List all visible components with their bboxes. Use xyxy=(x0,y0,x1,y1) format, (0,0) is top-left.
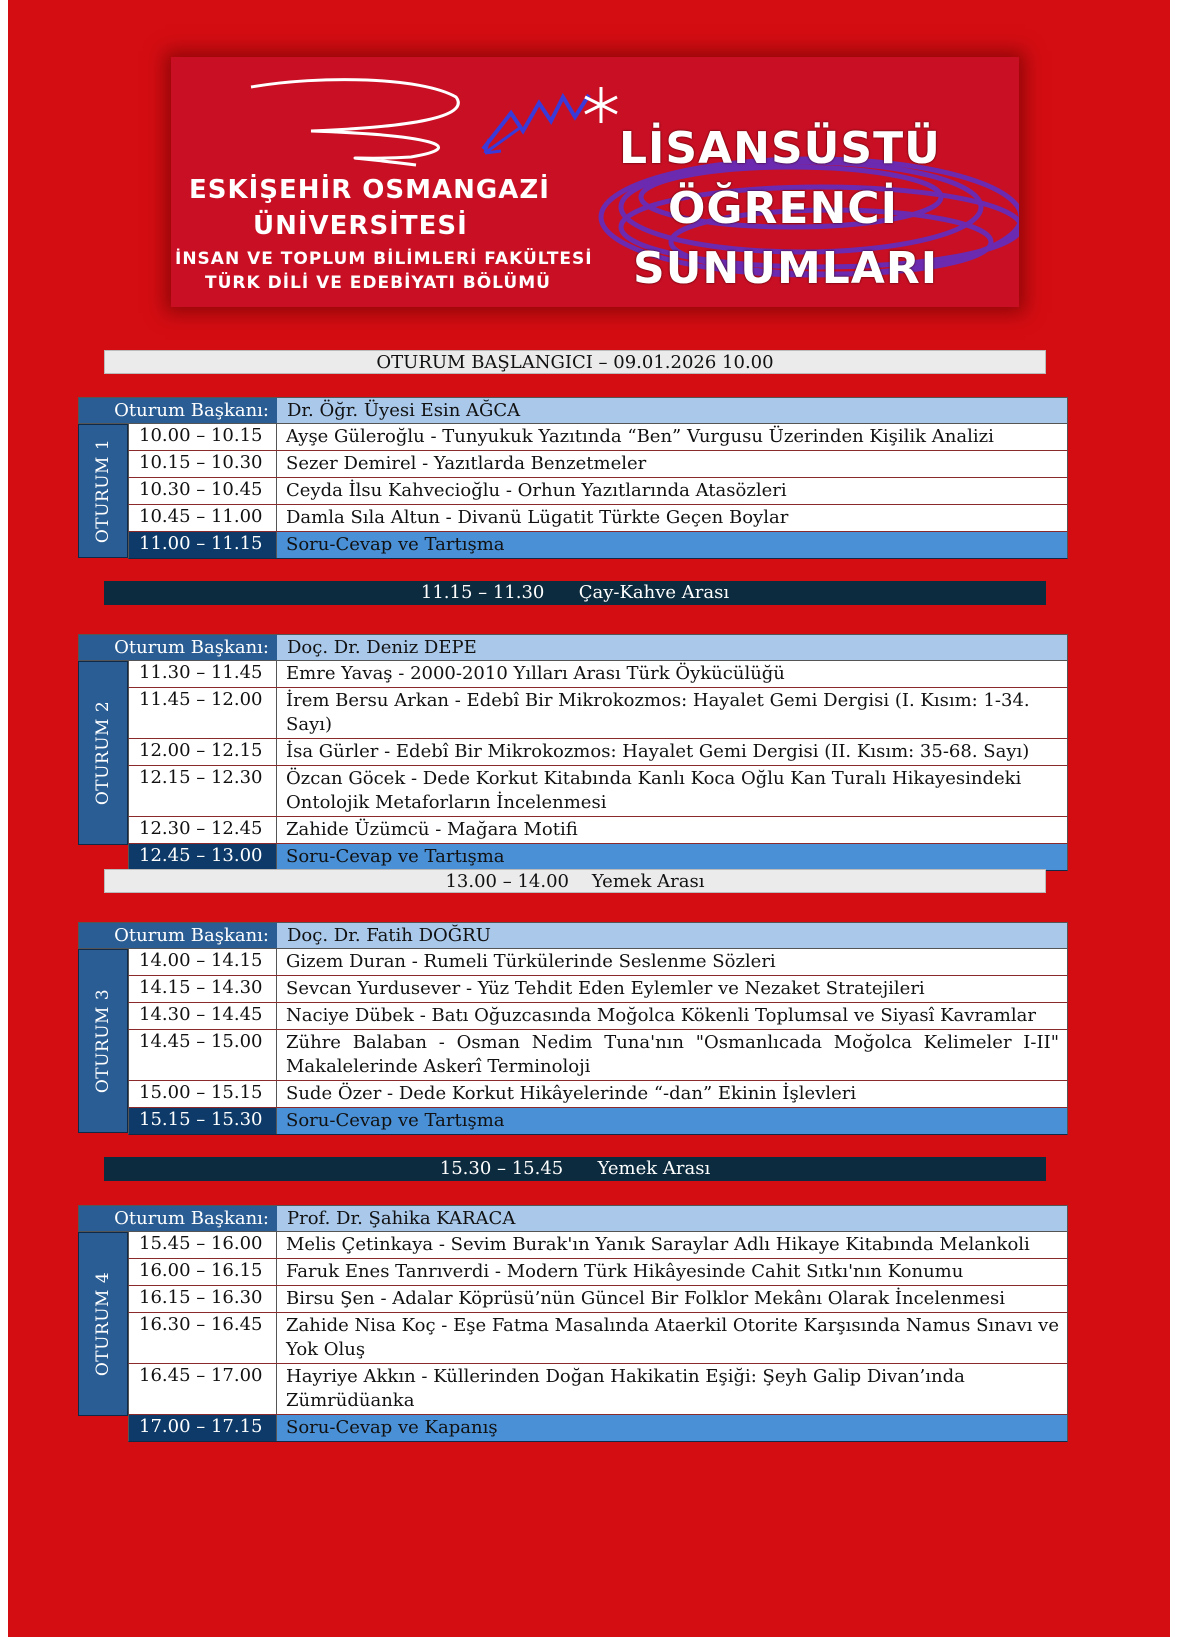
session-1 xyxy=(78,397,1068,558)
table-row xyxy=(128,451,1068,478)
qa-row xyxy=(128,1415,1068,1442)
session-label: OTURUM 4 xyxy=(93,1271,113,1377)
session-chair-row xyxy=(78,1205,1068,1232)
chair-label: Oturum Başkanı: xyxy=(79,1206,277,1231)
chair-name: Doç. Dr. Fatih DOĞRU xyxy=(287,925,491,946)
white-scribble xyxy=(251,80,458,165)
time-cell: 10.00 – 10.15 xyxy=(129,424,277,450)
presentation-cell: İrem Bersu Arkan - Edebî Bir Mikrokozmos: Hayalet Gemi Dergisi (I. Kısım: 1-34. Sayı) xyxy=(286,690,1030,735)
qa-cell: Soru-Cevap ve Kapanış xyxy=(286,1417,498,1438)
table-row xyxy=(128,766,1068,817)
time-cell: 10.30 – 10.45 xyxy=(129,478,277,504)
session-chair-row xyxy=(78,634,1068,661)
title-line1: LİSANSÜSTÜ xyxy=(619,123,941,174)
university-name-line2: ÜNİVERSİTESİ xyxy=(253,211,468,241)
presentation-cell: Zahide Üzümcü - Mağara Motifi xyxy=(286,819,578,840)
presentation-cell: İsa Gürler - Edebî Bir Mikrokozmos: Hayalet Gemi Dergisi (II. Kısım: 35-68. Sayı) xyxy=(286,741,1030,762)
blue-zigzag xyxy=(483,95,589,149)
table-row xyxy=(128,976,1068,1003)
presentation-cell: Ceyda İlsu Kahvecioğlu - Orhun Yazıtlarında Atasözleri xyxy=(286,480,787,501)
session-side-label xyxy=(78,949,128,1133)
title-line2: ÖĞRENCİ xyxy=(668,183,898,234)
faculty-name: İNSAN VE TOPLUM BİLİMLERİ FAKÜLTESİ xyxy=(175,249,593,269)
table-row xyxy=(128,1313,1068,1364)
title-line3: SUNUMLARI xyxy=(633,243,939,294)
time-cell: 14.15 – 14.30 xyxy=(129,976,277,1002)
presentation-cell: Birsu Şen - Adalar Köprüsü’nün Güncel Bir Folklor Mekânı Olarak İncelenmesi xyxy=(286,1288,1006,1309)
time-cell: 15.45 – 16.00 xyxy=(129,1232,277,1258)
presentation-cell: Gizem Duran - Rumeli Türkülerinde Seslenme Sözleri xyxy=(286,951,776,972)
qa-cell: Soru-Cevap ve Tartışma xyxy=(286,534,505,555)
university-name: ESKİŞEHİR OSMANGAZİ xyxy=(189,175,550,205)
time-cell: 17.00 – 17.15 xyxy=(129,1415,277,1441)
session-side-label xyxy=(78,424,128,558)
qa-cell: Soru-Cevap ve Tartışma xyxy=(286,1110,505,1131)
chair-label: Oturum Başkanı: xyxy=(79,923,277,948)
session-label: OTURUM 3 xyxy=(93,988,113,1094)
time-cell: 16.15 – 16.30 xyxy=(129,1286,277,1312)
time-cell: 12.45 – 13.00 xyxy=(129,844,277,870)
presentation-cell: Sevcan Yurdusever - Yüz Tehdit Eden Eylemler ve Nezaket Stratejileri xyxy=(286,978,925,999)
time-cell: 16.45 – 17.00 xyxy=(129,1364,277,1414)
qa-row xyxy=(128,844,1068,871)
time-cell: 14.00 – 14.15 xyxy=(129,949,277,975)
time-cell: 11.00 – 11.15 xyxy=(129,532,277,558)
time-cell: 12.30 – 12.45 xyxy=(129,817,277,843)
session-label: OTURUM 1 xyxy=(93,438,113,544)
chair-name: Doç. Dr. Deniz DEPE xyxy=(287,637,477,658)
star-icon xyxy=(585,87,617,123)
table-row xyxy=(128,661,1068,688)
qa-row xyxy=(128,1108,1068,1135)
presentation-cell: Damla Sıla Altun - Divanü Lügatit Türkte Geçen Boylar xyxy=(286,507,789,528)
break-bar: 15.30 – 15.45 Yemek Arası xyxy=(104,1157,1046,1181)
time-cell: 12.00 – 12.15 xyxy=(129,739,277,765)
time-cell: 15.00 – 15.15 xyxy=(129,1081,277,1107)
session-3 xyxy=(78,922,1068,1133)
presentation-cell: Melis Çetinkaya - Sevim Burak'ın Yanık Saraylar Adlı Hikaye Kitabında Melankoli xyxy=(286,1234,1030,1255)
table-row xyxy=(128,1232,1068,1259)
presentation-cell: Emre Yavaş - 2000-2010 Yılları Arası Türk Öykücülüğü xyxy=(286,663,785,684)
time-cell: 12.15 – 12.30 xyxy=(129,766,277,816)
presentation-cell: Zahide Nisa Koç - Eşe Fatma Masalında Ataerkil Otorite Karşısında Namus Sınavı ve Yok Oluş xyxy=(286,1315,1059,1360)
session-start-bar: OTURUM BAŞLANGICI – 09.01.2026 10.00 xyxy=(104,350,1046,374)
table-row xyxy=(128,1081,1068,1108)
presentation-cell: Ayşe Güleroğlu - Tunyukuk Yazıtında “Ben” Vurgusu Üzerinden Kişilik Analizi xyxy=(286,426,994,447)
time-cell: 10.45 – 11.00 xyxy=(129,505,277,531)
table-row xyxy=(128,739,1068,766)
time-cell: 14.30 – 14.45 xyxy=(129,1003,277,1029)
table-row xyxy=(128,817,1068,844)
chair-name: Dr. Öğr. Üyesi Esin AĞCA xyxy=(287,400,521,421)
session-side-label xyxy=(78,1232,128,1416)
session-chair-row xyxy=(78,922,1068,949)
time-cell: 16.00 – 16.15 xyxy=(129,1259,277,1285)
break-bar: 13.00 – 14.00 Yemek Arası xyxy=(104,869,1046,893)
header-banner xyxy=(171,57,1019,307)
presentation-cell: Hayriye Akkın - Küllerinden Doğan Hakikatin Eşiği: Şeyh Galip Divan’ında Zümrüdüanka xyxy=(286,1366,965,1411)
time-cell: 15.15 – 15.30 xyxy=(129,1108,277,1134)
table-row xyxy=(128,1286,1068,1313)
time-cell: 14.45 – 15.00 xyxy=(129,1030,277,1080)
session-2 xyxy=(78,634,1068,867)
session-label: OTURUM 2 xyxy=(93,700,113,806)
table-row xyxy=(128,688,1068,739)
session-side-label xyxy=(78,661,128,845)
time-cell: 11.30 – 11.45 xyxy=(129,661,277,687)
chair-name: Prof. Dr. Şahika KARACA xyxy=(287,1208,516,1229)
break-bar: 11.15 – 11.30 Çay-Kahve Arası xyxy=(104,581,1046,605)
table-row xyxy=(128,1030,1068,1081)
chair-label: Oturum Başkanı: xyxy=(79,635,277,660)
presentation-cell: Özcan Göcek - Dede Korkut Kitabında Kanlı Koca Oğlu Kan Turalı Hikayesindeki Ontolojik Metaforların İncelenmesi xyxy=(286,768,1022,813)
table-row xyxy=(128,478,1068,505)
chair-label: Oturum Başkanı: xyxy=(79,398,277,423)
time-cell: 11.45 – 12.00 xyxy=(129,688,277,738)
presentation-cell: Sezer Demirel - Yazıtlarda Benzetmeler xyxy=(286,453,647,474)
session-chair-row xyxy=(78,397,1068,424)
table-row xyxy=(128,1259,1068,1286)
presentation-cell: Zühre Balaban - Osman Nedim Tuna'nın "Osmanlıcada Moğolca Kelimeler I-II" Makalelerinde Askerî Terminoloji xyxy=(286,1032,1059,1077)
table-row xyxy=(128,1364,1068,1415)
session-4 xyxy=(78,1205,1068,1438)
table-row xyxy=(128,949,1068,976)
qa-row xyxy=(128,532,1068,559)
poster xyxy=(8,0,1170,1637)
table-row xyxy=(128,505,1068,532)
time-cell: 10.15 – 10.30 xyxy=(129,451,277,477)
time-cell: 16.30 – 16.45 xyxy=(129,1313,277,1363)
department-name: TÜRK DİLİ VE EDEBİYATI BÖLÜMÜ xyxy=(205,273,551,293)
table-row xyxy=(128,1003,1068,1030)
table-row xyxy=(128,424,1068,451)
qa-cell: Soru-Cevap ve Tartışma xyxy=(286,846,505,867)
presentation-cell: Naciye Dübek - Batı Oğuzcasında Moğolca Kökenli Toplumsal ve Siyasî Kavramlar xyxy=(286,1005,1036,1026)
presentation-cell: Faruk Enes Tanrıverdi - Modern Türk Hikâyesinde Cahit Sıtkı'nın Konumu xyxy=(286,1261,964,1282)
presentation-cell: Sude Özer - Dede Korkut Hikâyelerinde “-dan” Ekinin İşlevleri xyxy=(286,1083,857,1104)
